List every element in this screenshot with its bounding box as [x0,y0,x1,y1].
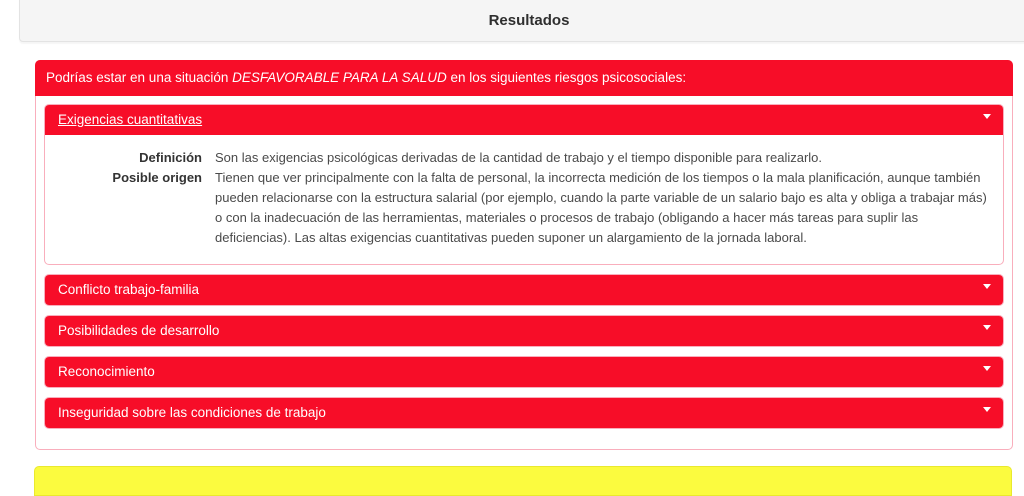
results-header-panel [19,0,1024,42]
accordion-title-link[interactable]: Exigencias cuantitativas [58,112,203,127]
accordion-header-inseguridad-condiciones-trabajo[interactable] [45,398,1003,428]
definition-row [45,148,988,168]
page-title: Resultados [488,12,570,29]
chevron-down-icon [983,284,991,289]
accordion-title[interactable]: Reconocimiento [58,364,155,379]
definition-text: Son las exigencias psicológicas derivadas de la cantidad de trabajo y el tiempo disponible para realizarlo. [215,150,823,165]
accordion-header-posibilidades-de-desarrollo[interactable] [45,316,1003,346]
danger-banner [35,60,1013,96]
origin-row [45,168,988,248]
danger-banner-text-before: Podrías estar en una situación [46,70,233,85]
accordion-header-exigencias-cuantitativas[interactable] [45,105,1003,135]
risk-card-inseguridad-condiciones-trabajo [44,397,1004,429]
risk-detail-panel [45,135,1003,264]
chevron-down-icon [983,366,991,371]
chevron-down-icon [983,407,991,412]
chevron-down-icon [983,114,991,119]
risk-card-posibilidades-de-desarrollo [44,315,1004,347]
danger-banner-emphasis: DESFAVORABLE PARA LA SALUD [232,70,447,85]
danger-results-panel [35,60,1013,450]
chevron-down-icon [983,325,991,330]
origin-label: Posible origen [112,170,202,185]
accordion-header-conflicto-trabajo-familia[interactable] [45,275,1003,305]
risk-card-conflicto-trabajo-familia [44,274,1004,306]
risk-card-reconocimiento [44,356,1004,388]
danger-banner-text-after: en los siguientes riesgos psicosociales: [446,70,687,85]
accordion-title[interactable]: Inseguridad sobre las condiciones de trabajo [58,405,326,420]
definition-label: Definición [139,150,202,165]
accordion-title[interactable]: Posibilidades de desarrollo [58,323,220,338]
origin-text: Tienen que ver principalmente con la falta de personal, la incorrecta medición de los tiempos o la mala planificación, aunque también pueden relacionarse con la estructura salarial (por ejemplo, cuando la parte variable de un salario bajo es alta y obliga a trabajar más) o con la inadecuación de las herramientas, materiales o procesos de trabajo (obligando a hacer más tareas para suplir las deficiencias). Las altas exigencias cuantitativas pueden suponer un alargamiento de la jornada laboral. [215,170,987,245]
accordion-title[interactable]: Conflicto trabajo-familia [58,282,200,297]
accordion-header-reconocimiento[interactable] [45,357,1003,387]
risk-accordion [36,96,1012,429]
risk-card-exigencias-cuantitativas [44,104,1004,265]
